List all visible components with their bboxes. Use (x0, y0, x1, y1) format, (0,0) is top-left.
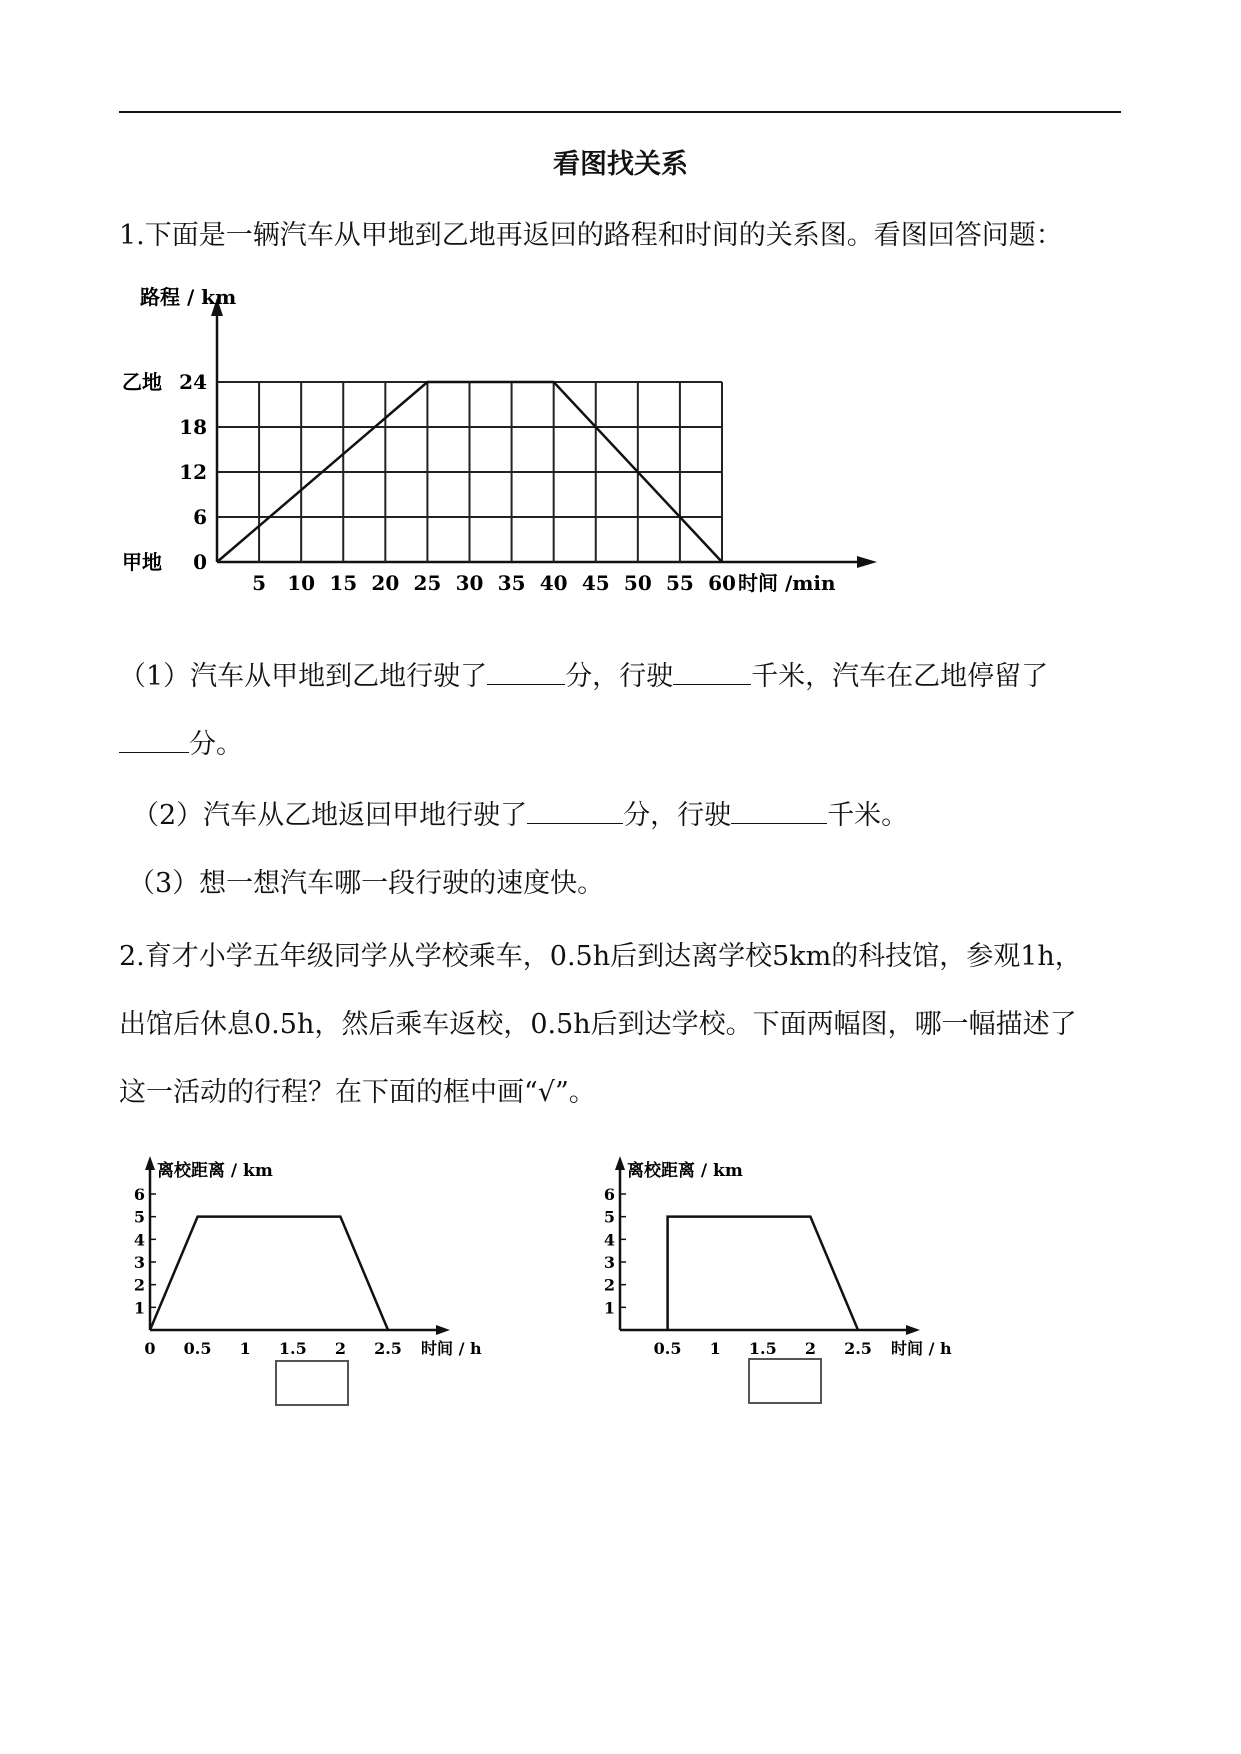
y-tick-label: 5 (133, 1207, 145, 1227)
x-tick-label: 20 (371, 571, 400, 595)
q1-sub3: （3）想一想汽车哪一段行驶的速度快。 (128, 868, 605, 899)
x-tick-label: 0.5 (653, 1339, 682, 1358)
x-axis-arrow (436, 1325, 450, 1335)
x-axis-arrow (857, 556, 877, 568)
x-tick-label: 10 (287, 571, 316, 595)
answer-blank-2[interactable] (673, 658, 751, 685)
y-tick-label: 18 (179, 415, 207, 439)
page-title: 看图找关系 (553, 149, 688, 180)
q2-line1: 2.育才小学五年级同学从学校乘车，0.5h后到达离学校5km的科技馆，参观1h， (119, 941, 1082, 972)
y-tick-label: 3 (603, 1253, 615, 1272)
y-axis-title: 路程 / km (140, 285, 237, 309)
q1-sub1-text-b: 分，行驶 (565, 661, 674, 692)
x-tick-label: 45 (581, 571, 610, 595)
x-tick-label: 60 (708, 571, 736, 595)
y-axis-arrow (615, 1156, 625, 1170)
x-axis-title: 时间 /min (738, 571, 836, 595)
y-tick-label: 24 (179, 370, 207, 394)
x-tick-label: 1 (709, 1339, 721, 1358)
y-tick-label: 0 (193, 550, 207, 574)
y-tick-label: 4 (133, 1230, 145, 1250)
y-tick-label: 6 (133, 1185, 145, 1204)
series-line (668, 1217, 858, 1330)
y-tick-label: 12 (179, 460, 207, 484)
header-rule (119, 111, 1121, 113)
x-tick-label: 1.5 (278, 1339, 307, 1358)
checkbox-chart-a[interactable] (275, 1360, 349, 1406)
q2-chart-b (595, 1148, 1015, 1358)
x-tick-label: 50 (623, 571, 652, 595)
y-axis-arrow (145, 1156, 155, 1170)
x-tick-label: 40 (539, 571, 568, 595)
q2-line2: 出馆后休息0.5h，然后乘车返校，0.5h后到达学校。下面两幅图，哪一幅描述了 (119, 1009, 1077, 1040)
x-tick-label: 0.5 (183, 1339, 212, 1358)
series-line (150, 1217, 388, 1330)
q1-distance-time-chart (120, 280, 1000, 610)
x-tick-label: 35 (497, 571, 526, 595)
q1-sub1-text-d: 分。 (189, 729, 243, 760)
q1-sub2-text-a: （2）汽车从乙地返回甲地行驶了 (132, 800, 528, 831)
x-axis-title: 时间 / h (421, 1339, 482, 1358)
q1-prompt: 1.下面是一辆汽车从甲地到乙地再返回的路程和时间的关系图。看图回答问题： (119, 220, 1063, 251)
x-tick-label: 5 (252, 571, 267, 595)
x-tick-label: 1.5 (748, 1339, 777, 1358)
y-tick-label: 1 (133, 1298, 145, 1318)
x-tick-label: 2 (804, 1339, 816, 1358)
x-tick-label: 55 (665, 571, 694, 595)
q1-sub2-text-c: 千米。 (827, 800, 909, 831)
q1-sub2-line (132, 797, 908, 833)
q1-sub2-text-b: 分，行驶 (623, 800, 732, 831)
x-tick-label: 2.5 (374, 1339, 402, 1358)
y-tick-label: 6 (193, 505, 207, 529)
x-tick-label: 0 (144, 1339, 156, 1358)
x-tick-label: 25 (413, 571, 442, 595)
answer-blank-1[interactable] (487, 658, 565, 685)
x-tick-label: 15 (329, 571, 358, 595)
q1-sub1-text-c: 千米，汽车在乙地停留了 (751, 661, 1049, 692)
y-tick-label: 5 (603, 1207, 615, 1227)
x-axis-arrow (906, 1325, 920, 1335)
q2-chart-a (125, 1148, 545, 1358)
x-tick-label: 2 (334, 1339, 346, 1358)
answer-blank-5[interactable] (731, 797, 827, 824)
y-tick-label: 4 (603, 1230, 615, 1250)
x-tick-label: 1 (239, 1339, 251, 1358)
y-tick-label: 3 (133, 1253, 145, 1272)
y-axis-title: 离校距离 / km (157, 1161, 273, 1181)
y-axis-title: 离校距离 / km (627, 1161, 743, 1181)
answer-blank-4[interactable] (527, 797, 623, 824)
q2-line3: 这一活动的行程？在下面的框中画“√”。 (119, 1077, 596, 1108)
answer-blank-3[interactable] (119, 726, 189, 753)
x-axis-title: 时间 / h (891, 1339, 952, 1358)
checkbox-chart-b[interactable] (748, 1358, 822, 1404)
q1-sub1-text-a: （1）汽车从甲地到乙地行驶了 (119, 661, 488, 692)
y-place-label-end: 乙地 (122, 370, 162, 394)
y-tick-label: 2 (603, 1275, 615, 1295)
q1-sub1-line (119, 658, 1048, 694)
y-place-label-start: 甲地 (122, 550, 162, 574)
y-tick-label: 2 (133, 1275, 145, 1295)
x-tick-label: 2.5 (844, 1339, 872, 1358)
x-tick-label: 30 (455, 571, 484, 595)
q1-sub1-line2 (119, 726, 243, 762)
y-tick-label: 1 (603, 1298, 615, 1318)
y-tick-label: 6 (603, 1185, 615, 1204)
